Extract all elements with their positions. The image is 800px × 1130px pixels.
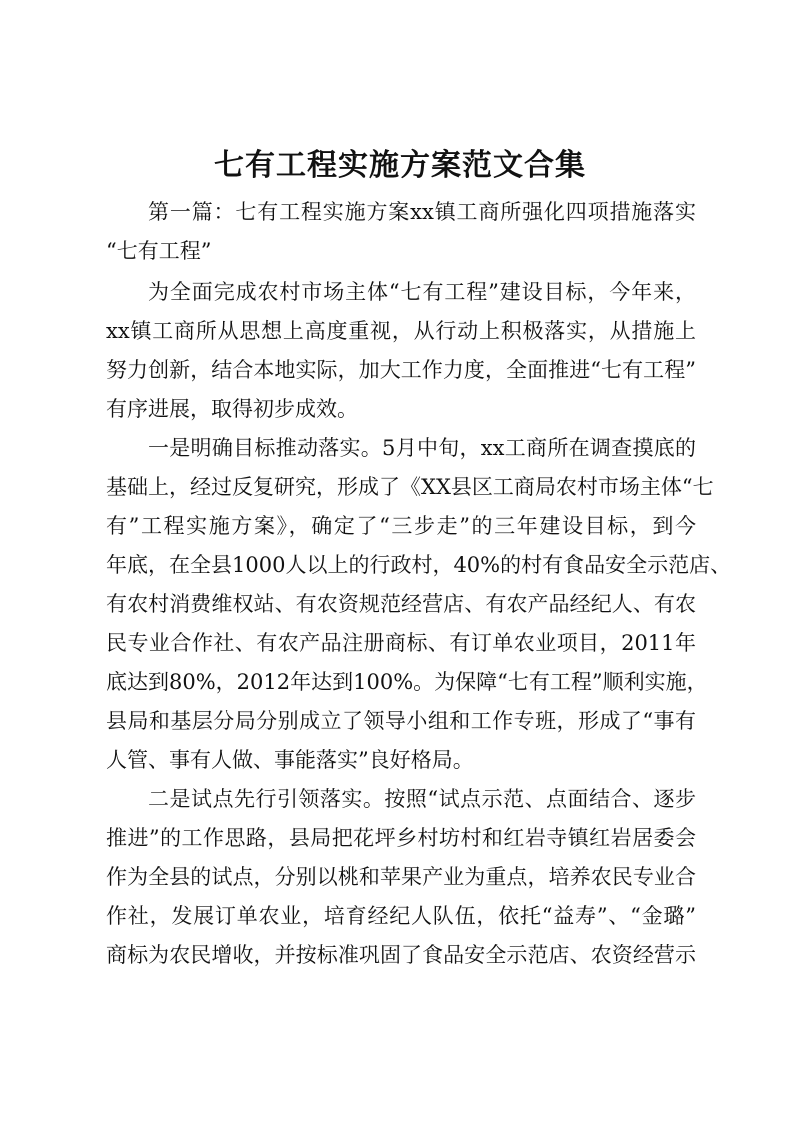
paragraph-line: 人管、事有人做、事能落实”良好格局。: [106, 748, 474, 772]
paragraph-line: 商标为农民增收，并按标准巩固了食品安全示范店、农资经营示: [106, 943, 696, 967]
paragraph-line: 有”工程实施方案》，确定了“三步走”的三年建设目标，到今: [106, 514, 696, 538]
paragraph-line: xx镇工商所从思想上高度重视，从行动上积极落实，从措施上: [106, 319, 696, 343]
paragraph-line: 二是试点先行引领落实。按照“试点示范、点面结合、逐步: [148, 787, 696, 811]
heading-line: 第一篇：七有工程实施方案xx镇工商所强化四项措施落实: [148, 200, 696, 224]
paragraph-line: 底达到80%，2012年达到100%。为保障“七有工程”顺利实施，: [106, 670, 708, 694]
paragraph-line: 县局和基层分局分别成立了领导小组和工作专班，形成了“事有: [106, 709, 696, 733]
paragraph-line: 有农村消费维权站、有农资规范经营店、有农产品经纪人、有农: [106, 592, 696, 616]
paragraph-line: 年底，在全县1000人以上的行政村，40%的村有食品安全示范店、: [106, 553, 732, 577]
paragraph-line: 作为全县的试点，分别以桃和苹果产业为重点，培养农民专业合: [106, 865, 696, 889]
paragraph-line: 为全面完成农村市场主体“七有工程”建设目标，今年来，: [148, 280, 696, 304]
heading-line: “七有工程”: [106, 239, 212, 263]
paragraph-line: 基础上，经过反复研究，形成了《XX县区工商局农村市场主体“七: [106, 475, 714, 499]
paragraph-line: 作社，发展订单农业，培育经纪人队伍，依托“益寿”、“金璐”: [106, 904, 696, 928]
paragraph-line: 民专业合作社、有农产品注册商标、有订单农业项目，2011年: [106, 631, 696, 655]
paragraph-line: 努力创新，结合本地实际，加大工作力度，全面推进“七有工程”: [106, 358, 696, 382]
document-title: 七有工程实施方案范文合集: [214, 148, 586, 183]
paragraph-line: 有序进展，取得初步成效。: [106, 397, 358, 421]
paragraph-line: 一是明确目标推动落实。5月中旬，xx工商所在调查摸底的: [148, 436, 696, 460]
paragraph-line: 推进”的工作思路，县局把花坪乡村坊村和红岩寺镇红岩居委会: [106, 826, 696, 850]
